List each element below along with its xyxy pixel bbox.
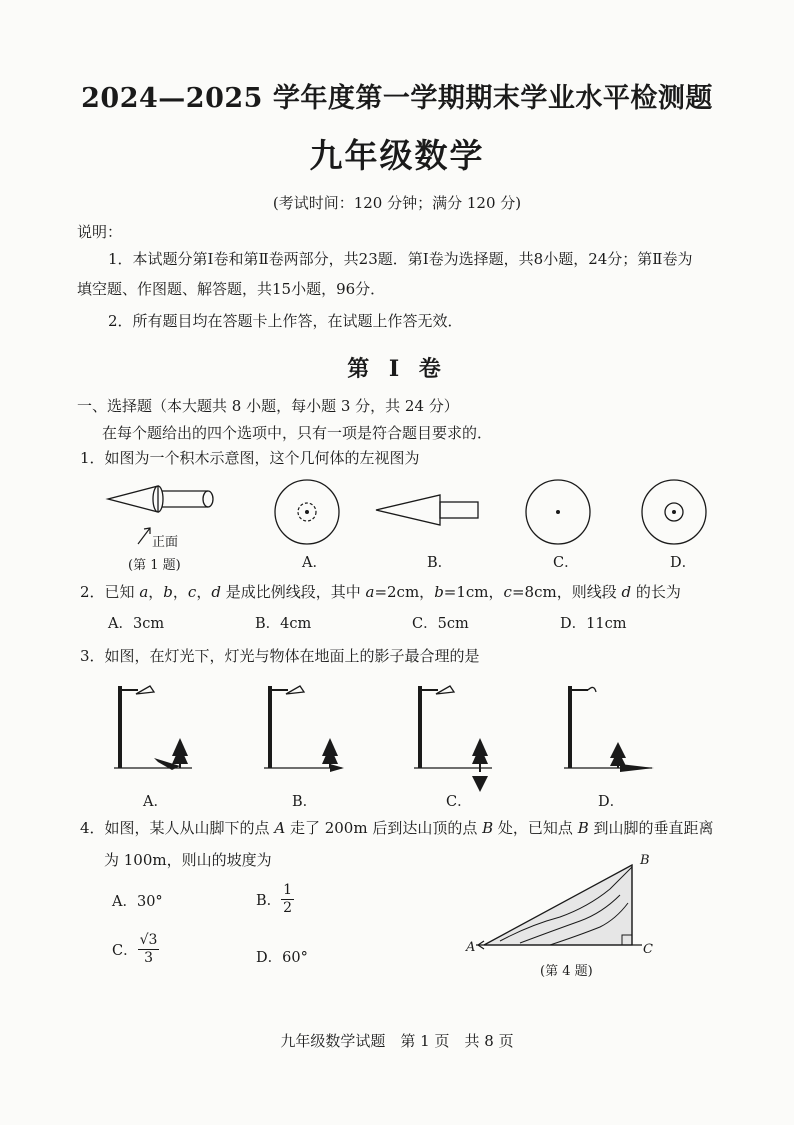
instruction-2: 2．所有题目均在答题卡上作答，在试题上作答无效． [108, 312, 463, 330]
q4-option-c: C． $\frac{√3}{3}$ [112, 932, 158, 966]
q1-option-c-figure [524, 478, 592, 546]
q3-stem: 3．如图，在灯光下，灯光与物体在地面上的影子最合理的是 [80, 647, 480, 665]
instructions-heading: 说明： [77, 223, 123, 241]
q4-option-a: A．30° [112, 894, 163, 910]
q2-option-a: A．3cm [108, 616, 165, 632]
instruction-1-line2: 填空题、作图题、解答题，共15小题，96分． [77, 280, 386, 298]
q4-label-c: C [643, 942, 653, 957]
part-note: 在每个题给出的四个选项中，只有一项是符合题目要求的． [102, 424, 493, 442]
q1-option-b: B． [427, 555, 453, 571]
q1-option-c: C． [553, 555, 579, 571]
q4-mountain-figure [470, 855, 670, 955]
q3-option-d: D． [598, 794, 625, 810]
page-footer: 九年级数学试题 第 1 页 共 8 页 [280, 1032, 514, 1050]
q4-option-d: D．60° [256, 950, 308, 966]
q3-option-a: A． [143, 794, 168, 810]
part-heading: 一、选择题（本大题共 8 小题，每小题 3 分，共 24 分） [77, 397, 459, 415]
q1-option-a-figure [273, 478, 341, 546]
q1-option-d-figure [640, 478, 708, 546]
q1-option-a: A． [302, 555, 327, 571]
q2-option-b: B．4cm [255, 616, 312, 632]
section-title: 第 I 卷 [347, 356, 447, 382]
q4-label-a: A [466, 940, 476, 955]
q1-option-b-figure [372, 490, 482, 530]
q1-front-label: 正面 [152, 535, 179, 550]
q3-option-b: B． [292, 794, 318, 810]
q3-figure-c [410, 680, 500, 800]
q2-option-d: D．11cm [560, 616, 627, 632]
q1-option-d: D． [670, 555, 697, 571]
q4-stem-line1: 4．如图，某人从山脚下的点 A 走了 200m 后到达山顶的点 B 处，已知点 B 到山脚的垂直距离 [80, 819, 714, 837]
exam-info: (考试时间：120 分钟；满分 120 分) [272, 194, 522, 212]
q2-option-c: C．5cm [412, 616, 469, 632]
q3-figure-b [260, 680, 350, 790]
q4-stem-line2: 为 100m，则山的坡度为 [104, 851, 272, 869]
q2-stem: 2．已知 a，b，c，d 是成比例线段，其中 a=2cm，b=1cm，c=8cm，则线段 d 的长为 [80, 583, 681, 601]
q3-figure-a [110, 680, 200, 790]
q4-label-b: B [640, 853, 650, 868]
q3-option-c: C． [446, 794, 472, 810]
exam-title: 2024—2025 学年度第一学期期末学业水平检测题 [81, 83, 713, 114]
q4-option-b: B． $\frac{1}{2}$ [256, 882, 293, 916]
q1-stem: 1．如图为一个积木示意图，这个几何体的左视图为 [80, 449, 420, 467]
q1-figure-caption: (第 1 题) [128, 558, 181, 573]
instruction-1-line1: 1．本试题分第Ⅰ卷和第Ⅱ卷两部分，共23题．第Ⅰ卷为选择题，共8小题，24分；第Ⅱ卷为 [108, 250, 693, 268]
exam-subject: 九年级数学 [309, 136, 485, 175]
q4-figure-caption: (第 4 题) [540, 964, 593, 979]
q3-figure-d [560, 680, 660, 790]
